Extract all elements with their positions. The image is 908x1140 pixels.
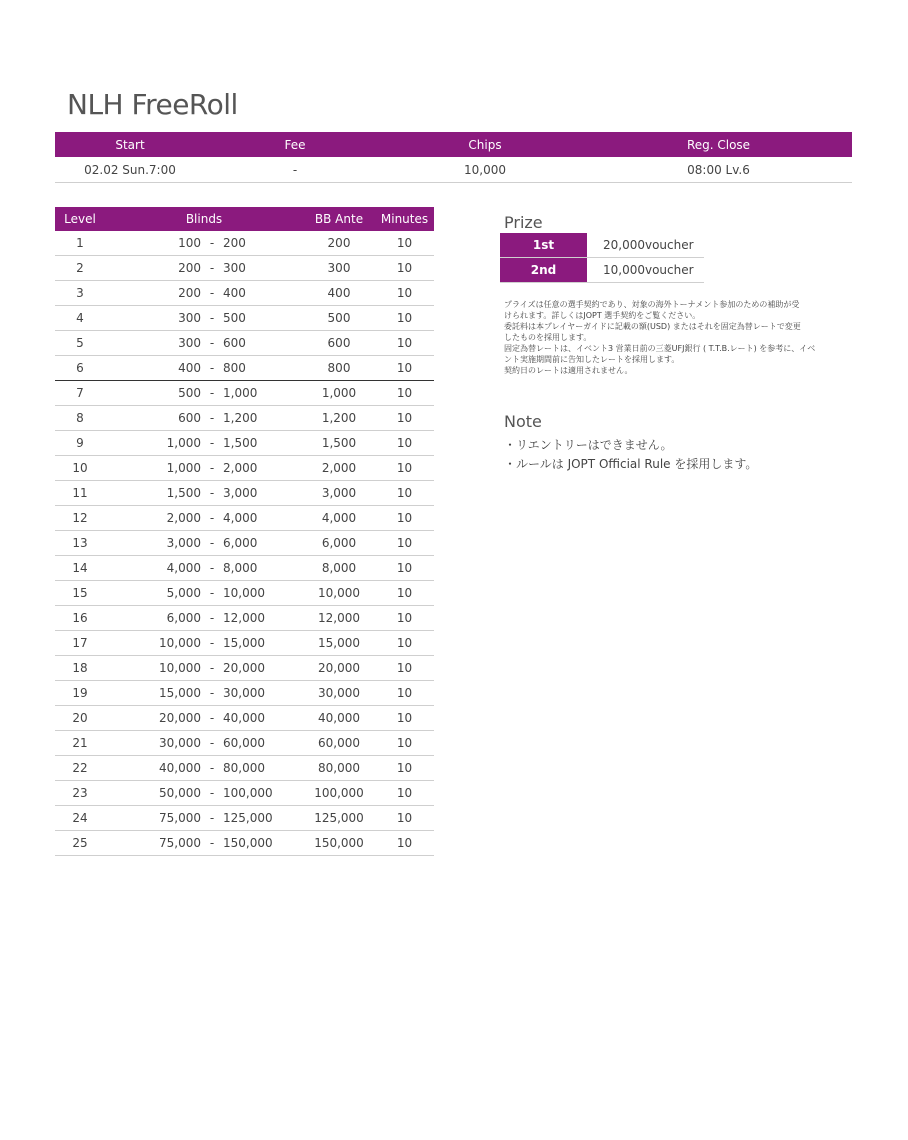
blind-level-row	[55, 831, 434, 856]
blind-separator: -	[209, 836, 215, 850]
blind-level-row	[55, 806, 434, 831]
minutes-cell: 10	[396, 586, 413, 600]
minutes-cell: 10	[396, 736, 413, 750]
small-blind-cell: 20,000	[159, 711, 201, 725]
blind-separator: -	[209, 661, 215, 675]
summary-header	[55, 132, 852, 157]
level-cell: 21	[72, 736, 88, 750]
blind-level-row	[55, 331, 434, 356]
small-blind-cell: 30,000	[159, 736, 201, 750]
blind-level-row	[55, 406, 434, 431]
header-level: Level	[64, 212, 96, 226]
blind-level-row	[55, 431, 434, 456]
page-title: NLH FreeRoll	[67, 88, 238, 121]
bb-ante-cell: 1,000	[321, 386, 357, 400]
blind-level-row	[55, 656, 434, 681]
big-blind-cell: 8,000	[223, 561, 258, 575]
bb-ante-cell: 300	[327, 261, 351, 275]
small-blind-cell: 10,000	[159, 636, 201, 650]
big-blind-cell: 400	[223, 286, 246, 300]
minutes-cell: 10	[396, 386, 413, 400]
minutes-cell: 10	[396, 411, 413, 425]
small-blind-cell: 500	[178, 386, 201, 400]
level-cell: 19	[72, 686, 88, 700]
bb-ante-cell: 1,200	[321, 411, 357, 425]
summary-header-chips: Chips	[468, 137, 502, 152]
small-blind-cell: 300	[178, 311, 201, 325]
blind-level-row	[55, 706, 434, 731]
level-cell: 22	[72, 761, 88, 775]
blind-level-row	[55, 556, 434, 581]
minutes-cell: 10	[396, 836, 413, 850]
level-cell: 23	[72, 786, 88, 800]
minutes-cell: 10	[396, 261, 413, 275]
level-cell: 5	[76, 336, 84, 350]
bb-ante-cell: 6,000	[321, 536, 357, 550]
fine-print-line: プライズは任意の選手契約であり、対象の海外トーナメント参加のための補助が受	[504, 300, 800, 309]
big-blind-cell: 15,000	[223, 636, 265, 650]
bb-ante-cell: 100,000	[314, 786, 364, 800]
blind-separator: -	[209, 761, 215, 775]
blind-separator: -	[209, 561, 215, 575]
big-blind-cell: 10,000	[223, 586, 265, 600]
bb-ante-cell: 800	[327, 361, 351, 375]
bb-ante-cell: 30,000	[318, 686, 360, 700]
summary-fee-value: -	[292, 162, 298, 177]
big-blind-cell: 300	[223, 261, 246, 275]
level-cell: 7	[76, 386, 84, 400]
level-cell: 8	[76, 411, 84, 425]
big-blind-cell: 100,000	[223, 786, 273, 800]
blind-structure-table	[55, 207, 434, 856]
small-blind-cell: 50,000	[159, 786, 201, 800]
level-cell: 13	[72, 536, 88, 550]
minutes-cell: 10	[396, 511, 413, 525]
minutes-cell: 10	[396, 361, 413, 375]
minutes-cell: 10	[396, 436, 413, 450]
minutes-cell: 10	[396, 561, 413, 575]
minutes-cell: 10	[396, 761, 413, 775]
blind-separator: -	[209, 411, 215, 425]
blind-separator: -	[209, 261, 215, 275]
level-cell: 11	[72, 486, 88, 500]
level-cell: 9	[76, 436, 84, 450]
bb-ante-cell: 3,000	[321, 486, 357, 500]
small-blind-cell: 1,500	[166, 486, 201, 500]
note-item: ・ルールは JOPT Official Rule を採用します。	[504, 457, 758, 471]
big-blind-cell: 40,000	[223, 711, 265, 725]
prize-row	[500, 258, 704, 283]
small-blind-cell: 75,000	[159, 811, 201, 825]
minutes-cell: 10	[396, 236, 413, 250]
small-blind-cell: 15,000	[159, 686, 201, 700]
prize-value: 20,000voucher	[603, 238, 694, 252]
big-blind-cell: 30,000	[223, 686, 265, 700]
bb-ante-cell: 8,000	[321, 561, 357, 575]
fine-print-line: ント実施期間前に告知したレートを採用します。	[504, 355, 680, 364]
blind-level-row	[55, 756, 434, 781]
big-blind-cell: 1,000	[223, 386, 258, 400]
blind-separator: -	[209, 486, 215, 500]
big-blind-cell: 2,000	[223, 461, 258, 475]
small-blind-cell: 600	[178, 411, 201, 425]
blind-level-row	[55, 306, 434, 331]
prize-title: Prize	[504, 213, 543, 232]
blind-separator: -	[209, 711, 215, 725]
header-bb-ante: BB Ante	[314, 212, 364, 226]
blind-level-row	[55, 781, 434, 806]
minutes-cell: 10	[396, 461, 413, 475]
fine-print-line: 固定為替レートは、イベント3 営業日前の三菱UFJ銀行 ( T.T.B.レート) を参考に、イベ	[504, 344, 816, 353]
blind-separator: -	[209, 286, 215, 300]
blind-level-row	[55, 256, 434, 281]
blind-level-row	[55, 531, 434, 556]
bb-ante-cell: 1,500	[321, 436, 357, 450]
minutes-cell: 10	[396, 636, 413, 650]
blind-separator: -	[209, 786, 215, 800]
minutes-cell: 10	[396, 536, 413, 550]
fine-print-line: 契約日のレートは適用されません。	[504, 366, 633, 375]
summary-row	[55, 157, 852, 183]
big-blind-cell: 12,000	[223, 611, 265, 625]
blind-separator: -	[209, 236, 215, 250]
small-blind-cell: 200	[178, 286, 201, 300]
bb-ante-cell: 400	[327, 286, 351, 300]
blind-table-header	[55, 207, 434, 231]
minutes-cell: 10	[396, 786, 413, 800]
header-minutes: Minutes	[380, 212, 429, 226]
small-blind-cell: 75,000	[159, 836, 201, 850]
fine-print-line: 委託料は本プレイヤーガイドに記載の額(USD) またはそれを固定為替レートで変更	[504, 322, 801, 331]
blind-separator: -	[209, 461, 215, 475]
big-blind-cell: 4,000	[223, 511, 258, 525]
fine-print-line: けられます。詳しくはJOPT 選手契約をご覧ください。	[504, 311, 701, 320]
minutes-cell: 10	[396, 811, 413, 825]
level-cell: 4	[76, 311, 84, 325]
bb-ante-cell: 600	[327, 336, 351, 350]
summary-chips-value: 10,000	[464, 162, 506, 177]
small-blind-cell: 4,000	[166, 561, 201, 575]
blind-separator: -	[209, 436, 215, 450]
bb-ante-cell: 12,000	[318, 611, 360, 625]
bb-ante-cell: 2,000	[321, 461, 357, 475]
blind-separator: -	[209, 611, 215, 625]
prize-table	[500, 233, 704, 283]
minutes-cell: 10	[396, 286, 413, 300]
header-blinds: Blinds	[185, 212, 223, 226]
small-blind-cell: 2,000	[166, 511, 201, 525]
level-cell: 18	[72, 661, 88, 675]
bb-ante-cell: 15,000	[318, 636, 360, 650]
bb-ante-cell: 10,000	[318, 586, 360, 600]
blind-separator: -	[209, 311, 215, 325]
blind-level-row	[55, 681, 434, 706]
blind-separator: -	[209, 811, 215, 825]
minutes-cell: 10	[396, 486, 413, 500]
prize-fine-print	[504, 299, 849, 376]
blind-separator: -	[209, 736, 215, 750]
big-blind-cell: 500	[223, 311, 246, 325]
minutes-cell: 10	[396, 686, 413, 700]
blind-separator: -	[209, 536, 215, 550]
blind-separator: -	[209, 686, 215, 700]
small-blind-cell: 1,000	[166, 436, 201, 450]
summary-reg-close-value: 08:00 Lv.6	[687, 162, 750, 177]
big-blind-cell: 125,000	[223, 811, 273, 825]
blind-level-row	[55, 606, 434, 631]
level-cell: 25	[72, 836, 88, 850]
small-blind-cell: 100	[178, 236, 201, 250]
big-blind-cell: 600	[223, 336, 246, 350]
summary-table	[55, 132, 852, 183]
bb-ante-cell: 60,000	[318, 736, 360, 750]
level-cell: 10	[72, 461, 88, 475]
blind-level-row	[55, 281, 434, 306]
big-blind-cell: 1,200	[223, 411, 258, 425]
level-cell: 3	[76, 286, 84, 300]
level-cell: 2	[76, 261, 84, 275]
blind-level-row	[55, 231, 434, 256]
level-cell: 1	[76, 236, 84, 250]
summary-header-start: Start	[115, 137, 145, 152]
level-cell: 16	[72, 611, 88, 625]
blind-level-row	[55, 581, 434, 606]
summary-header-fee: Fee	[284, 137, 306, 152]
blind-separator: -	[209, 511, 215, 525]
blind-separator: -	[209, 336, 215, 350]
small-blind-cell: 400	[178, 361, 201, 375]
blind-separator: -	[209, 386, 215, 400]
big-blind-cell: 1,500	[223, 436, 258, 450]
big-blind-cell: 60,000	[223, 736, 265, 750]
note-item: ・リエントリーはできません。	[504, 438, 673, 452]
bb-ante-cell: 80,000	[318, 761, 360, 775]
small-blind-cell: 5,000	[166, 586, 201, 600]
level-cell: 20	[72, 711, 88, 725]
note-list	[504, 436, 757, 474]
blind-level-row	[55, 456, 434, 481]
small-blind-cell: 3,000	[166, 536, 201, 550]
minutes-cell: 10	[396, 336, 413, 350]
small-blind-cell: 40,000	[159, 761, 201, 775]
big-blind-cell: 800	[223, 361, 246, 375]
blind-level-row	[55, 356, 434, 381]
big-blind-cell: 80,000	[223, 761, 265, 775]
big-blind-cell: 200	[223, 236, 246, 250]
blind-separator: -	[209, 361, 215, 375]
minutes-cell: 10	[396, 611, 413, 625]
blind-rows	[55, 231, 434, 856]
prize-row	[500, 233, 704, 258]
small-blind-cell: 6,000	[166, 611, 201, 625]
note-title: Note	[504, 412, 542, 431]
big-blind-cell: 20,000	[223, 661, 265, 675]
big-blind-cell: 150,000	[223, 836, 273, 850]
blind-separator: -	[209, 636, 215, 650]
prize-place: 1st	[500, 233, 587, 257]
small-blind-cell: 200	[178, 261, 201, 275]
level-cell: 14	[72, 561, 88, 575]
minutes-cell: 10	[396, 311, 413, 325]
prize-value: 10,000voucher	[603, 263, 694, 277]
summary-start-value: 02.02 Sun.7:00	[84, 162, 176, 177]
prize-place: 2nd	[500, 258, 587, 282]
blind-level-row	[55, 631, 434, 656]
level-cell: 17	[72, 636, 88, 650]
blind-level-row	[55, 481, 434, 506]
small-blind-cell: 300	[178, 336, 201, 350]
bb-ante-cell: 500	[327, 311, 351, 325]
minutes-cell: 10	[396, 661, 413, 675]
big-blind-cell: 6,000	[223, 536, 258, 550]
fine-print-line: したものを採用します。	[504, 333, 592, 342]
level-cell: 15	[72, 586, 88, 600]
blind-level-row	[55, 381, 434, 406]
bb-ante-cell: 150,000	[314, 836, 364, 850]
bb-ante-cell: 200	[327, 236, 351, 250]
blind-separator: -	[209, 586, 215, 600]
minutes-cell: 10	[396, 711, 413, 725]
small-blind-cell: 1,000	[166, 461, 201, 475]
small-blind-cell: 10,000	[159, 661, 201, 675]
blind-level-row	[55, 731, 434, 756]
level-cell: 12	[72, 511, 88, 525]
bb-ante-cell: 125,000	[314, 811, 364, 825]
big-blind-cell: 3,000	[223, 486, 258, 500]
level-cell: 24	[72, 811, 88, 825]
bb-ante-cell: 4,000	[321, 511, 357, 525]
level-cell: 6	[76, 361, 84, 375]
bb-ante-cell: 20,000	[318, 661, 360, 675]
blind-level-row	[55, 506, 434, 531]
bb-ante-cell: 40,000	[318, 711, 360, 725]
summary-header-reg-close: Reg. Close	[686, 137, 751, 152]
